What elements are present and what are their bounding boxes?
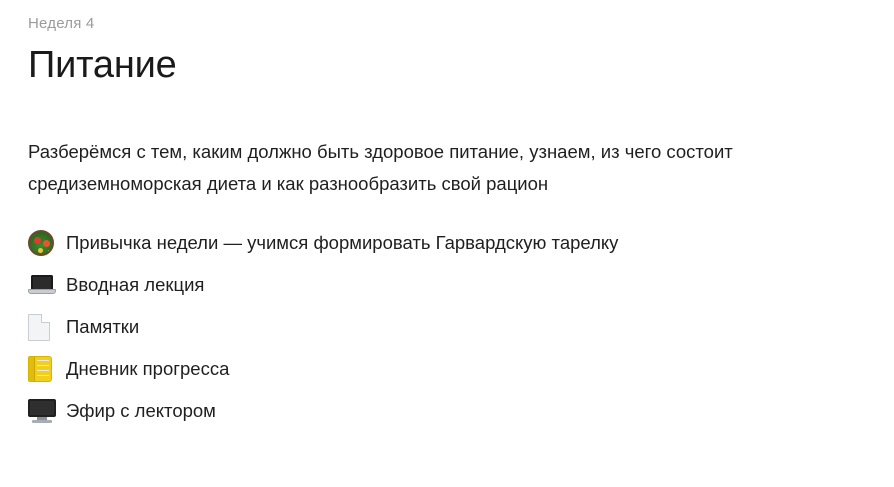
list-item-label[interactable]: Привычка недели — учимся формировать Гарвардскую тарелку [66,232,619,253]
list-item[interactable] [28,264,866,306]
list-item-label[interactable]: Памятки [66,316,140,337]
intro-paragraph [28,136,866,200]
list-item-label[interactable]: Дневник прогресса [66,358,230,379]
laptop-icon [28,270,66,300]
page-title: Питание [28,44,177,86]
list-item[interactable] [28,348,866,390]
notebook-icon [28,354,66,384]
list-item[interactable] [28,222,866,264]
intro-line-2: средиземноморская диета и как разнообразить свой рацион [28,173,549,194]
salad-icon [28,228,66,258]
lesson-item-list [28,222,866,432]
monitor-icon [28,396,66,426]
list-item[interactable] [28,390,866,432]
intro-line-1: Разберёмся с тем, каким должно быть здоровое питание, узнаем, из чего состоит [28,141,733,162]
list-item-label[interactable]: Вводная лекция [66,274,205,295]
list-item[interactable] [28,306,866,348]
page-icon [28,312,66,342]
week-label: Неделя 4 [28,15,95,32]
list-item-label[interactable]: Эфир с лектором [66,400,216,421]
